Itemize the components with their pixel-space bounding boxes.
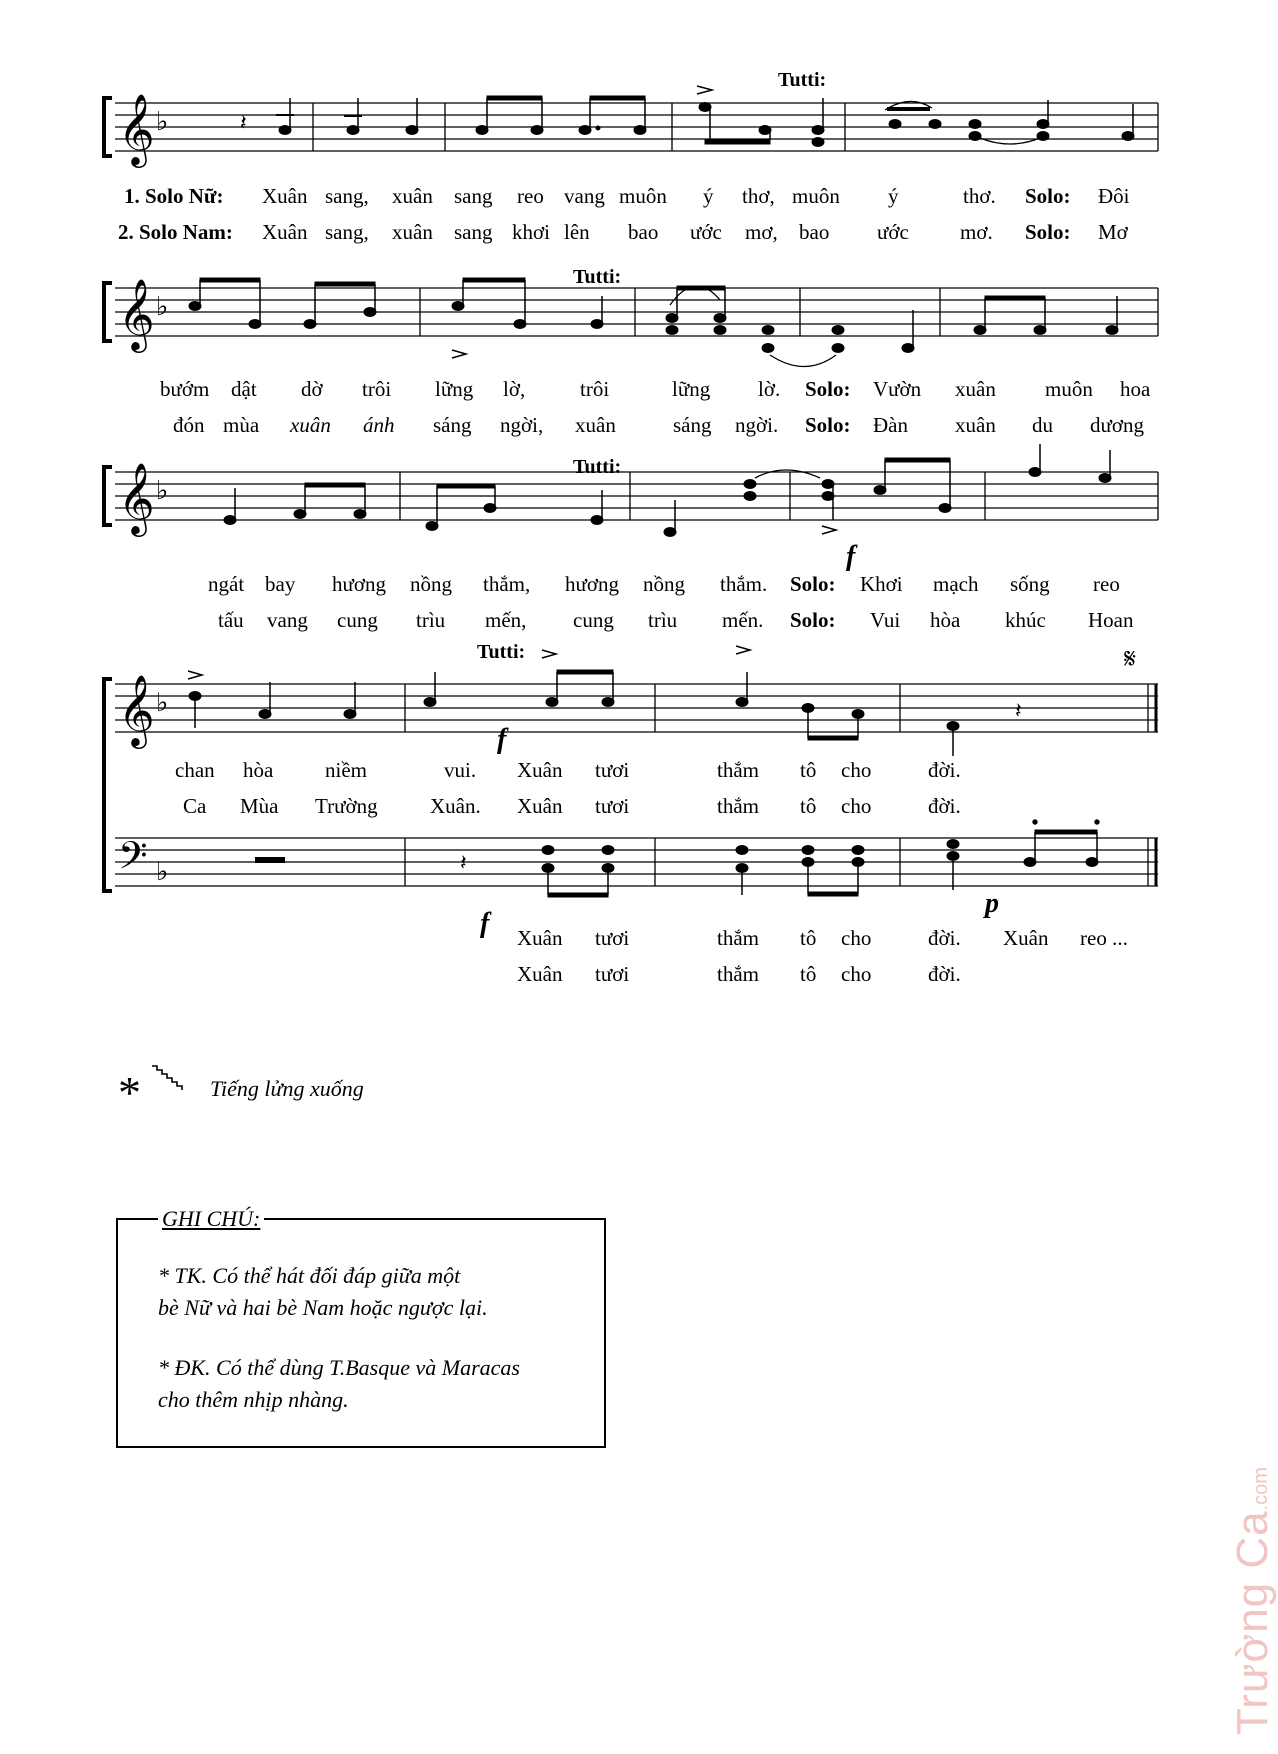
note-line: bè Nữ và hai bè Nam hoặc ngược lại.	[158, 1295, 488, 1320]
lyric-word: ý	[888, 184, 899, 208]
lyric-word: lờ,	[503, 377, 526, 401]
lyric-word: khơi	[512, 220, 550, 244]
note-line: * ĐK. Có thể dùng T.Basque và Maracas	[158, 1355, 520, 1380]
lyric-word: Xuân	[517, 794, 563, 818]
lyric-word: niềm	[325, 758, 367, 782]
lyric-word: mến,	[485, 608, 527, 632]
treble-clef-1: 𝄞	[118, 92, 155, 165]
lyric-word: đón	[173, 413, 205, 437]
footnote-text: Tiếng lửng xuống	[210, 1076, 364, 1101]
lyric-word: tươi	[595, 794, 630, 818]
lyric-word: ước	[690, 220, 722, 244]
lyrics-system-1	[118, 184, 1130, 244]
lyric-word: lững	[435, 377, 474, 401]
lyric-word: đời.	[928, 794, 961, 818]
lyric-word: muôn	[1045, 377, 1093, 401]
lyric-word: 2. Solo Nam:	[118, 220, 233, 244]
flat-1: ♭	[156, 107, 169, 137]
lyric-word: dờ	[301, 377, 323, 401]
lyric-word: sang,	[325, 220, 369, 244]
tutti-label-1: Tutti:	[778, 69, 827, 91]
lyric-word: hòa	[930, 608, 961, 632]
lyric-word: cung	[337, 608, 378, 632]
lyric-word: trìu	[648, 608, 678, 632]
lyric-word: Solo:	[790, 572, 836, 596]
lyric-word: lững	[672, 377, 711, 401]
lyric-word: bay	[265, 572, 296, 596]
lyrics-system-3	[208, 572, 1134, 632]
flat-2: ♭	[156, 292, 169, 322]
lyric-word: Ca	[183, 794, 207, 818]
lyric-word: thắm	[717, 962, 759, 986]
lyric-word: Xuân	[262, 220, 308, 244]
lyric-word: thắm.	[720, 572, 768, 596]
treble-clef-2: 𝄞	[118, 277, 155, 350]
lyric-word: tô	[800, 926, 817, 950]
note-line: * TK. Có thể hát đối đáp giữa một	[158, 1263, 461, 1288]
lyric-word: chan	[175, 758, 215, 782]
lyric-word: tô	[800, 758, 817, 782]
lyric-word: Đôi	[1098, 184, 1130, 208]
lyric-word: trôi	[362, 377, 392, 401]
lyrics-system-4-lower	[517, 926, 1128, 986]
lyric-word: Solo:	[790, 608, 836, 632]
lyric-word: mơ.	[960, 220, 993, 244]
lyric-word: Xuân	[517, 962, 563, 986]
lyric-word: thắm	[717, 758, 759, 782]
lyric-word: mơ,	[745, 220, 778, 244]
watermark-text: Trường Ca	[1228, 1510, 1277, 1735]
svg-text:𝄽: 𝄽	[1015, 699, 1022, 724]
bracket-2	[104, 283, 112, 341]
lyric-word: hương	[332, 572, 386, 596]
lyric-word: thắm,	[483, 572, 531, 596]
lyric-word: Xuân	[517, 758, 563, 782]
lyric-word: bướm	[160, 377, 210, 401]
dynamic-forte-2: f	[497, 724, 507, 755]
tutti-label-3: Tutti:	[573, 456, 622, 478]
lyric-word: ý	[703, 184, 714, 208]
notes-box	[116, 1206, 606, 1448]
lyric-word: tô	[800, 962, 817, 986]
lyric-word: tươi	[595, 962, 630, 986]
dynamic-forte-3: f	[480, 908, 490, 939]
bracket-4	[104, 679, 112, 891]
lyric-word: xuân	[290, 413, 331, 437]
lyric-word: Xuân.	[430, 794, 481, 818]
falling-tone-icon	[152, 1066, 182, 1090]
lyric-word: trìu	[416, 608, 446, 632]
lyric-word: Khơi	[860, 572, 903, 596]
lyric-word: mạch	[933, 572, 979, 596]
staff-3	[115, 472, 1158, 520]
lyric-word: tô	[800, 794, 817, 818]
lyric-word: Solo:	[805, 413, 851, 437]
notes-2	[189, 278, 1118, 367]
lyric-word: đời.	[928, 758, 961, 782]
watermark	[1228, 1467, 1278, 1735]
tutti-label-4: Tutti:	[477, 641, 526, 663]
lyric-word: sáng	[433, 413, 472, 437]
lyric-word: Mơ	[1098, 220, 1128, 244]
lyric-word: reo ...	[1080, 926, 1128, 950]
tutti-label-2: Tutti:	[573, 266, 622, 288]
staff-2	[115, 288, 1158, 336]
notes-title: GHI CHÚ:	[158, 1206, 264, 1232]
lyric-word: Xuân	[517, 926, 563, 950]
lyric-word: Đàn	[873, 413, 908, 437]
lyric-word: sáng	[673, 413, 712, 437]
treble-clef-4: 𝄞	[118, 673, 155, 746]
lyric-word: ngời,	[500, 413, 544, 437]
watermark-domain: .com	[1250, 1467, 1272, 1511]
lyric-word: 1. Solo Nữ:	[124, 184, 224, 208]
lyric-word: dật	[231, 377, 257, 401]
lyric-word: sống	[1010, 572, 1050, 596]
lyric-word: hoa	[1120, 377, 1151, 401]
staff-4-treble	[115, 684, 1158, 732]
lyric-word: xuân	[575, 413, 616, 437]
lyric-word: Solo:	[805, 377, 851, 401]
lyric-word: Xuân	[262, 184, 308, 208]
note-line: cho thêm nhịp nhàng.	[158, 1387, 349, 1412]
lyric-word: khúc	[1005, 608, 1046, 632]
lyric-word: Mùa	[240, 794, 279, 818]
lyric-word: reo	[1093, 572, 1120, 596]
lyric-word: lờ.	[758, 377, 781, 401]
lyric-word: sang	[454, 184, 493, 208]
lyric-word: cung	[573, 608, 614, 632]
segno-icon: 𝄋	[1124, 642, 1137, 675]
lyric-word: mùa	[223, 413, 260, 437]
lyric-word: cho	[841, 794, 872, 818]
lyric-word: tươi	[595, 926, 630, 950]
lyric-word: vang	[267, 608, 308, 632]
lyric-word: nồng	[410, 572, 452, 596]
lyrics-system-4-upper	[175, 758, 961, 818]
lyric-word: sang,	[325, 184, 369, 208]
lyric-word: mến.	[722, 608, 764, 632]
lyric-word: nồng	[643, 572, 685, 596]
bracket-1	[104, 98, 112, 156]
lyric-word: thơ.	[963, 184, 996, 208]
lyric-word: đời.	[928, 926, 961, 950]
lyric-word: ngát	[208, 572, 245, 596]
lyric-word: bao	[799, 220, 830, 244]
lyric-word: cho	[841, 962, 872, 986]
lyric-word: vui.	[444, 758, 477, 782]
lyric-word: xuân	[955, 377, 996, 401]
lyric-word: trôi	[580, 377, 610, 401]
lyric-word: thơ,	[742, 184, 775, 208]
svg-text:𝄽: 𝄽	[240, 111, 247, 136]
lyric-word: lên	[564, 220, 590, 244]
lyric-word: Hoan	[1088, 608, 1134, 632]
bracket-3	[104, 467, 112, 525]
lyric-word: hòa	[243, 758, 274, 782]
dynamic-forte-1: f	[846, 541, 856, 572]
dynamic-piano: p	[985, 888, 999, 919]
lyric-word: Solo:	[1025, 220, 1071, 244]
lyric-word: Vườn	[873, 377, 922, 401]
lyric-word: Xuân	[1003, 926, 1049, 950]
treble-clef-3: 𝄞	[118, 461, 155, 534]
lyric-word: ngời.	[735, 413, 779, 437]
lyric-word: đời.	[928, 962, 961, 986]
lyric-word: xuân	[392, 184, 433, 208]
lyric-word: bao	[628, 220, 659, 244]
lyrics-system-2	[160, 377, 1151, 437]
lyric-word: du	[1032, 413, 1053, 437]
lyric-word: vang	[564, 184, 605, 208]
flat-4: ♭	[156, 688, 169, 718]
lyric-word: xuân	[955, 413, 996, 437]
asterisk-icon: *	[118, 1067, 141, 1118]
lyric-word: cho	[841, 758, 872, 782]
notes-3	[224, 444, 1111, 537]
lyric-word: ước	[877, 220, 909, 244]
lyric-word: ánh	[363, 413, 395, 437]
lyric-word: sang	[454, 220, 493, 244]
lyric-word: dương	[1090, 413, 1144, 437]
lyric-word: Trường	[315, 794, 378, 818]
lyric-word: tấu	[218, 608, 244, 632]
lyric-word: hương	[565, 572, 619, 596]
flat-3: ♭	[156, 476, 169, 506]
notes-1	[240, 86, 1134, 147]
lyric-word: muôn	[619, 184, 667, 208]
lyric-word: reo	[517, 184, 544, 208]
bass-clef: 𝄢	[118, 833, 148, 887]
lyric-word: xuân	[392, 220, 433, 244]
lyric-word: thắm	[717, 794, 759, 818]
svg-text:𝄽: 𝄽	[460, 851, 467, 876]
lyric-word: tươi	[595, 758, 630, 782]
lyric-word: thắm	[717, 926, 759, 950]
lyric-word: cho	[841, 926, 872, 950]
lyric-word: muôn	[792, 184, 840, 208]
lyric-word: Vui	[870, 608, 901, 632]
lyric-word: Solo:	[1025, 184, 1071, 208]
flat-5: ♭	[156, 857, 169, 887]
